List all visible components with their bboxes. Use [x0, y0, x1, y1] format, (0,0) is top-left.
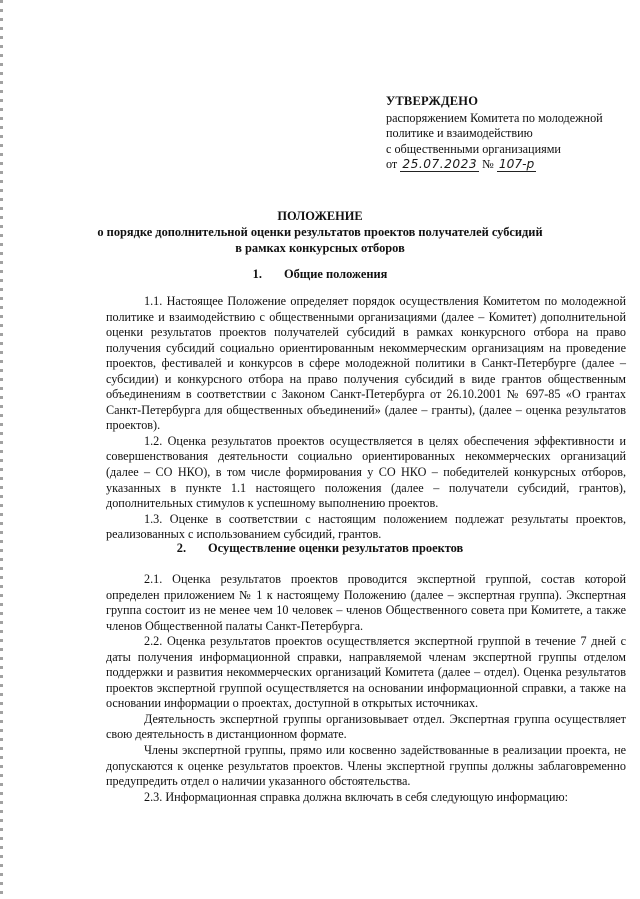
section-2-title: Осуществление оценки результатов проектов: [208, 541, 464, 555]
approval-title: УТВЕРЖДЕНО: [386, 94, 479, 108]
from-label: от: [386, 157, 398, 171]
approval-block: [386, 94, 626, 173]
paragraph-1-3: 1.3. Оценке в соответствии с настоящим положением подлежат результаты проектов, реализованных с использованием субсидий, грантов.: [106, 511, 626, 542]
paragraph-2-2-conflict: Члены экспертной группы, прямо или косвенно задействованные в реализации проекта, не допускаются к оценке результатов проектов. Члены экспертной группы должны заблаговременно предупредить отдел о наличии указанного обстоятельства.: [106, 743, 626, 789]
number-label: №: [482, 157, 494, 171]
paragraph-2-2: 2.2. Оценка результатов проектов осуществляется экспертной группой в течение 7 дней с даты получения информационной справки, направляемой членам экспертной группы отделом поддержки и развития некоммерческих организаций Комитета (далее – отдел). Оценка результатов проектов экспертной группой осуществляется на основании информационной справки, а также на основании информации о проектах, доступной в открытых источниках.: [106, 634, 626, 711]
approval-date-line: [386, 157, 626, 173]
approval-line-1: распоряжением Комитета по молодежной: [386, 110, 603, 125]
document-title: ПОЛОЖЕНИЕ: [277, 209, 363, 223]
paragraph-2-2-organisation: Деятельность экспертной группы организовывает отдел. Экспертная группа осуществляет свою деятельность в дистанционном формате.: [106, 711, 626, 742]
document-subtitle-line-2: в рамках конкурсных отборов: [235, 241, 405, 255]
approval-line-2: политике и взаимодействию: [386, 126, 533, 140]
section-1-heading: [60, 266, 580, 282]
handwritten-date: 25.07.2023: [402, 157, 478, 171]
section-1-number: 1.: [252, 267, 262, 281]
paragraph-1-1: 1.1. Настоящее Положение определяет порядок осуществления Комитетом по молодежной политике и взаимодействию с общественными организациями (далее – Комитет) дополнительной оценки результатов проектов получателей субсидий в рамках конкурсного отбора на право получения субсидий социально ориентированным некоммерческим организациям на проведение проектов, фестивалей и конкурсов в сфере молодежной политики в Санкт-Петербурге (далее – субсидии) и конкурсного отбора на право получения субсидий в виде грантов общественным объединениям в соответствии с Законом Санкт-Петербурга от 26.10.2001 № 697-85 «О грантах Санкт-Петербурга для общественных объединений» (далее – гранты), (далее – оценка результатов проектов).: [106, 294, 626, 433]
paragraph-1-2: 1.2. Оценка результатов проектов осуществляется в целях обеспечения эффективности и совершенствования деятельности социально ориентированных некоммерческих организаций (далее – СО НКО), в том числе формирования у СО НКО – победителей конкурсных отборов, указанных в пункте 1.1 настоящего положения (далее – получатели субсидий, грантов), дополнительных стимулов к успешному выполнению проектов.: [106, 433, 626, 511]
approval-line-3: с общественными организациями: [386, 141, 561, 156]
scan-binding-edge: [0, 0, 3, 899]
section-2-number: 2.: [176, 541, 187, 555]
document-subtitle-line-1: о порядке дополнительной оценки результатов проектов получателей субсидий: [97, 225, 543, 239]
section-1-title: Общие положения: [283, 267, 388, 281]
section-1-body: [106, 294, 626, 543]
section-2-heading: [60, 540, 580, 556]
section-2-body: [106, 572, 626, 805]
handwritten-number: 107-р: [498, 157, 535, 171]
paragraph-2-3: 2.3. Информационная справка должна включать в себя следующую информацию:: [144, 789, 568, 804]
paragraph-2-1: 2.1. Оценка результатов проектов проводится экспертной группой, состав которой определен приложением № 1 к настоящему Положению (далее – экспертная группа). Экспертная группа состоит из не менее чем 10 человек – членов Общественного совета при Комитете, а также членов Общественной палаты Санкт-Петербурга.: [106, 572, 626, 633]
